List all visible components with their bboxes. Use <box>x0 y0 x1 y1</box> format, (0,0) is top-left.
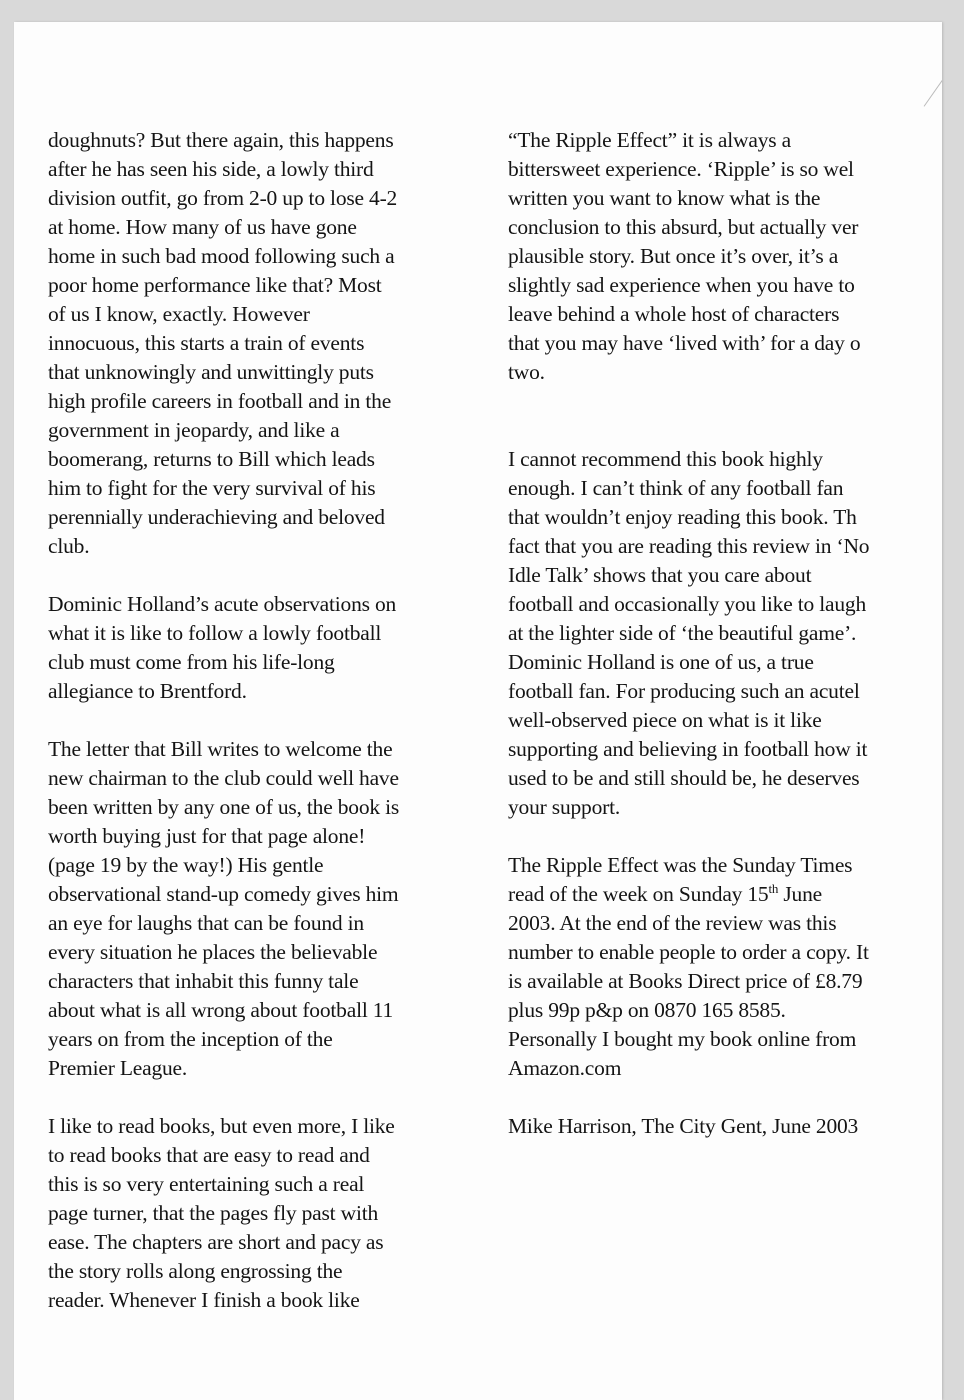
text-line: conclusion to this absurd, but actually ver <box>508 215 859 239</box>
text-line <box>508 880 942 909</box>
text-line: observational stand-up comedy gives him <box>48 882 399 906</box>
text-line: at home. How many of us have gone <box>48 215 357 239</box>
text-line: used to be and still should be, he deserves <box>508 766 860 790</box>
paragraph <box>48 735 478 1083</box>
text-line: government in jeopardy, and like a <box>48 418 340 442</box>
text-line: what it is like to follow a lowly football <box>48 621 382 645</box>
text-line: The letter that Bill writes to welcome the <box>48 737 393 761</box>
text-line: boomerang, returns to Bill which leads <box>48 447 375 471</box>
text-line: doughnuts? But there again, this happens <box>48 128 394 152</box>
text-line: Premier League. <box>48 1056 188 1080</box>
text-line: number to enable people to order a copy. It <box>508 940 869 964</box>
text-line: fact that you are reading this review in ‘No <box>508 534 870 558</box>
text-line: at the lighter side of ‘the beautiful game’. <box>508 621 857 645</box>
text-line: football and occasionally you like to laugh <box>508 592 867 616</box>
text-fragment: June <box>778 882 822 906</box>
text-line: about what is all wrong about football 11 <box>48 998 394 1022</box>
text-line: club. <box>48 534 90 558</box>
text-line: page turner, that the pages fly past with <box>48 1201 379 1225</box>
text-line: Idle Talk’ shows that you care about <box>508 563 812 587</box>
paragraph <box>48 1112 478 1315</box>
text-line: plus 99p p&p on 0870 165 8585. <box>508 998 786 1022</box>
paragraph <box>48 590 478 706</box>
text-line: two. <box>508 360 545 384</box>
text-line: division outfit, go from 2-0 up to lose 4-2 <box>48 186 398 210</box>
text-line: that wouldn’t enjoy reading this book. Th <box>508 505 857 529</box>
text-line: this is so very entertaining such a real <box>48 1172 365 1196</box>
text-line: years on from the inception of the <box>48 1027 333 1051</box>
text-line: home in such bad mood following such a <box>48 244 395 268</box>
text-line: ease. The chapters are short and pacy as <box>48 1230 384 1254</box>
text-line: high profile careers in football and in the <box>48 389 392 413</box>
text-line: well-observed piece on what is it like <box>508 708 822 732</box>
text-line: him to fight for the very survival of his <box>48 476 376 500</box>
left-column <box>48 126 478 1315</box>
review-paragraph-1 <box>508 126 942 387</box>
ordinal-suffix: th <box>768 881 779 896</box>
text-line: new chairman to the club could well have <box>48 766 399 790</box>
text-line: allegiance to Brentford. <box>48 679 247 703</box>
text-line: the story rolls along engrossing the <box>48 1259 343 1283</box>
text-line: Amazon.com <box>508 1056 622 1080</box>
text-line: The Ripple Effect was the Sunday Times <box>508 853 853 877</box>
text-line: “The Ripple Effect” it is always a <box>508 128 791 152</box>
paragraph <box>48 126 478 561</box>
text-line: that you may have ‘lived with’ for a day o <box>508 331 861 355</box>
text-fragment: read of the week on Sunday 15 <box>508 882 769 906</box>
text-line: bittersweet experience. ‘Ripple’ is so wel <box>508 157 854 181</box>
text-line: club must come from his life-long <box>48 650 335 674</box>
text-line: been written by any one of us, the book is <box>48 795 400 819</box>
text-line: reader. Whenever I finish a book like <box>48 1288 360 1312</box>
text-line: after he has seen his side, a lowly third <box>48 157 374 181</box>
text-line: that unknowingly and unwittingly puts <box>48 360 374 384</box>
review-paragraph-2 <box>508 445 942 822</box>
text-line: plausible story. But once it’s over, it’s a <box>508 244 839 268</box>
text-line: I like to read books, but even more, I like <box>48 1114 395 1138</box>
text-line: leave behind a whole host of characters <box>508 302 840 326</box>
text-line: written you want to know what is the <box>508 186 821 210</box>
text-line: supporting and believing in football how it <box>508 737 868 761</box>
text-line: every situation he places the believable <box>48 940 378 964</box>
review-signature: Mike Harrison, The City Gent, June 2003 <box>508 1114 859 1138</box>
text-line: worth buying just for that page alone! <box>48 824 366 848</box>
text-line: poor home performance like that? Most <box>48 273 382 297</box>
text-line: an eye for laughs that can be found in <box>48 911 364 935</box>
text-line: slightly sad experience when you have to <box>508 273 855 297</box>
text-line: your support. <box>508 795 621 819</box>
text-line: to read books that are easy to read and <box>48 1143 370 1167</box>
text-line: of us I know, exactly. However <box>48 302 310 326</box>
right-column <box>508 126 942 1141</box>
text-line: football fan. For producing such an acutel <box>508 679 860 703</box>
text-line: characters that inhabit this funny tale <box>48 969 359 993</box>
scan-mark <box>924 73 942 106</box>
review-paragraph-3 <box>508 851 942 1083</box>
text-line: innocuous, this starts a train of events <box>48 331 365 355</box>
text-line: Dominic Holland’s acute observations on <box>48 592 397 616</box>
text-line: is available at Books Direct price of £8.79 <box>508 969 863 993</box>
text-line: (page 19 by the way!) His gentle <box>48 853 324 877</box>
page-sheet <box>14 22 942 1400</box>
text-line: perennially underachieving and beloved <box>48 505 385 529</box>
text-line: Dominic Holland is one of us, a true <box>508 650 814 674</box>
text-line: I cannot recommend this book highly <box>508 447 823 471</box>
text-line: 2003. At the end of the review was this <box>508 911 837 935</box>
text-line: Personally I bought my book online from <box>508 1027 857 1051</box>
text-line: enough. I can’t think of any football fan <box>508 476 844 500</box>
